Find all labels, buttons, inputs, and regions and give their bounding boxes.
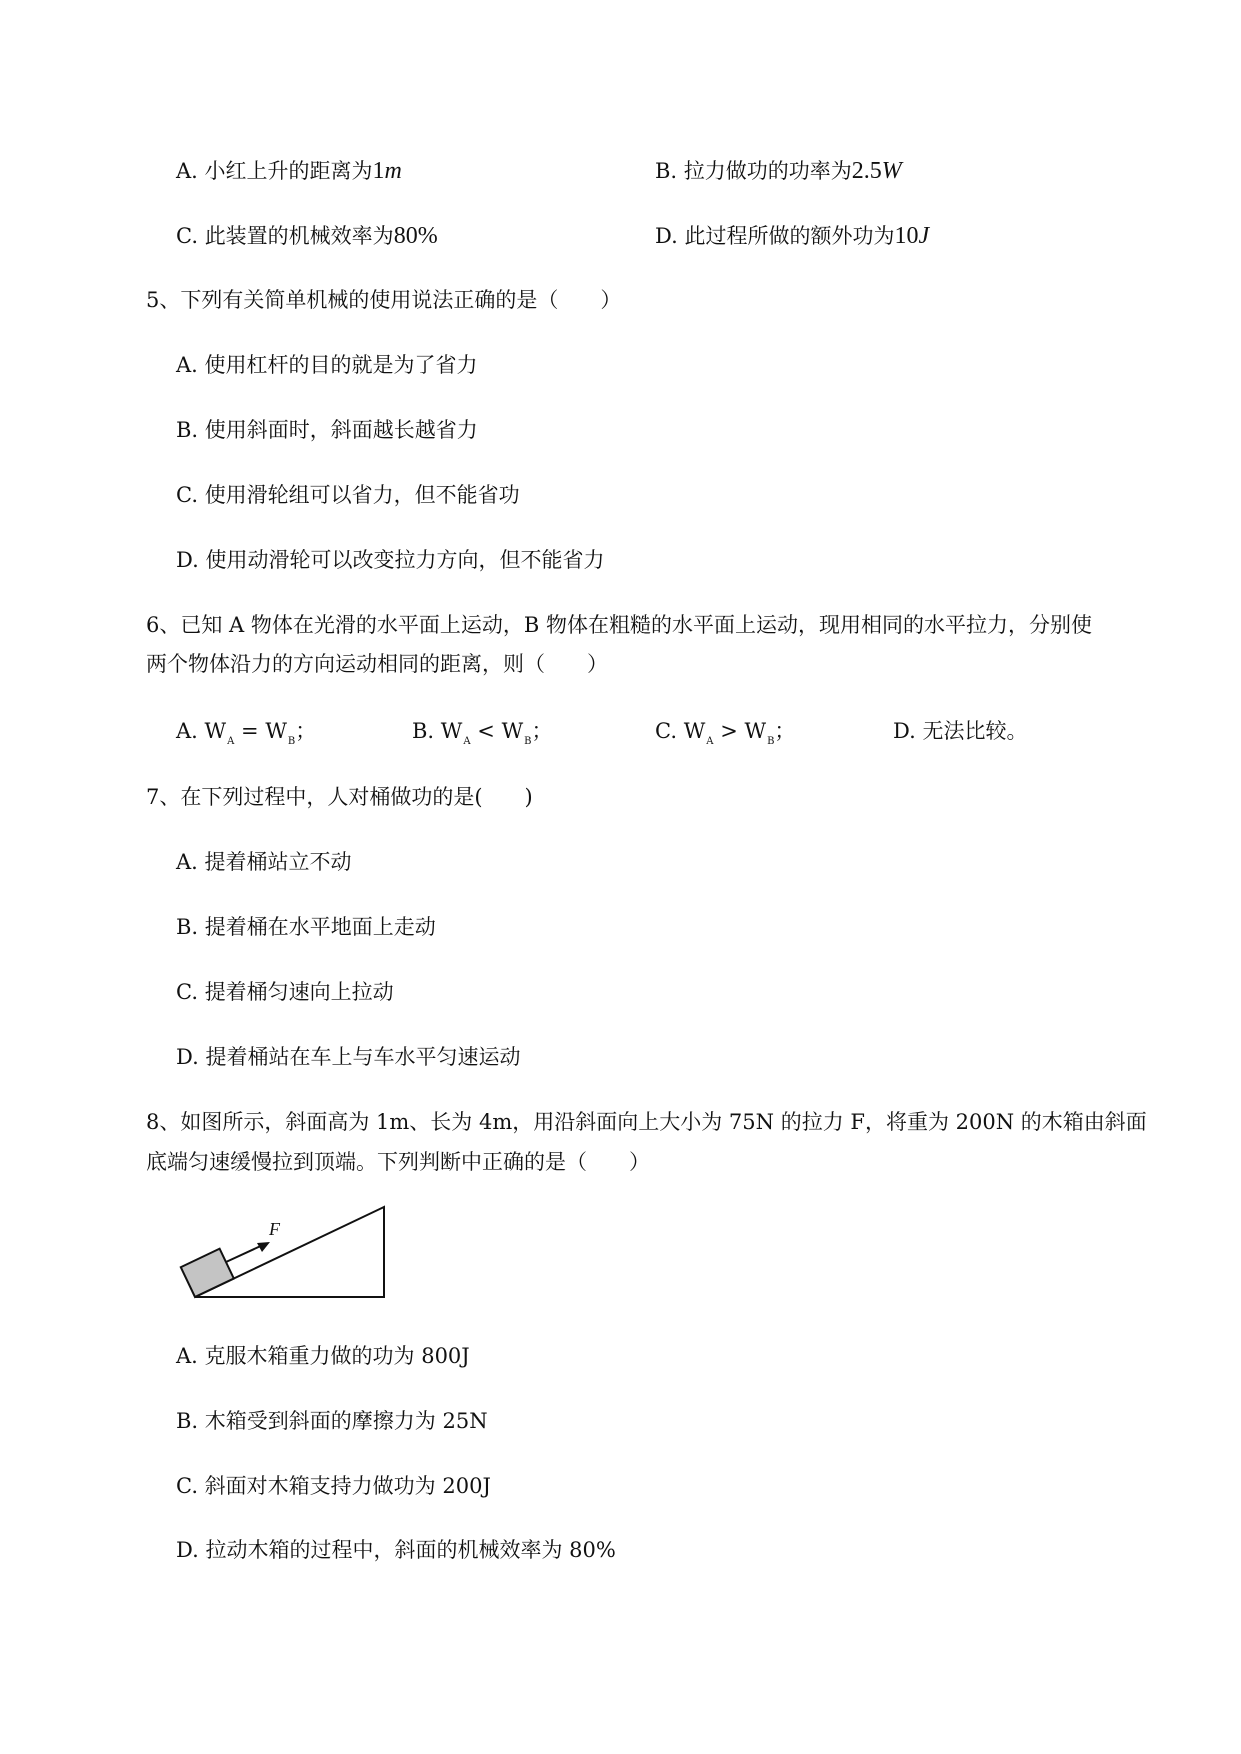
operator: = (234, 719, 266, 743)
q5-option-c[interactable] (176, 481, 520, 509)
option-letter: B. (176, 418, 199, 442)
punctuation: ； (531, 719, 553, 743)
subscript-a: A (706, 736, 714, 747)
q6-option-a[interactable] (176, 717, 316, 750)
question-7-stem: 7、在下列过程中，人对桶做功的是( ) (146, 785, 533, 809)
option-text: 此装置的机械效率为 (204, 224, 394, 248)
prev-option-c[interactable] (176, 222, 438, 250)
subscript-a: A (463, 736, 471, 747)
option-unit: J (918, 223, 930, 249)
option-letter: C. (176, 483, 198, 507)
option-text: 拉力做功的功率为 (683, 159, 852, 183)
question-6-stem-line-1: 6、已知 A 物体在光滑的水平面上运动，B 物体在粗糙的水平面上运动，现用相同的水平拉力，分别使 (146, 613, 1092, 637)
option-letter: A. (176, 719, 198, 743)
option-value: 80% (393, 223, 438, 249)
q5-option-d[interactable] (176, 546, 604, 574)
question-5-stem: 5、下列有关简单机械的使用说法正确的是（ ） (146, 288, 622, 312)
punctuation: ； (774, 719, 796, 743)
option-letter: B. (176, 915, 199, 939)
q8-option-a[interactable] (176, 1342, 470, 1370)
work-symbol: W (501, 719, 524, 743)
option-text: 提着桶站在车上与车水平匀速运动 (205, 1045, 521, 1069)
work-symbol: W (265, 719, 287, 743)
operator: > (713, 719, 745, 743)
work-symbol: W (744, 719, 767, 743)
q7-option-b[interactable] (176, 913, 436, 941)
q8-option-c[interactable] (176, 1472, 491, 1500)
inclined-plane-diagram (170, 1205, 400, 1309)
option-value: 10 (894, 223, 919, 249)
q7-option-d[interactable] (176, 1043, 520, 1071)
q6-option-c[interactable] (655, 717, 795, 750)
option-letter: D. (176, 1538, 199, 1562)
option-letter: C. (176, 224, 198, 248)
option-text: 提着桶匀速向上拉动 (204, 980, 394, 1004)
prev-option-d[interactable] (655, 222, 929, 250)
subscript-b: B (767, 736, 775, 747)
work-symbol: W (440, 719, 463, 743)
option-letter: D. (893, 719, 916, 743)
question-6-stem-line-2: 两个物体沿力的方向运动相同的距离，则（ ） (146, 652, 608, 676)
q8-option-b[interactable] (176, 1407, 488, 1435)
option-letter: A. (176, 353, 198, 377)
option-unit: W (881, 158, 902, 184)
q5-option-b[interactable] (176, 416, 478, 444)
force-label: F (269, 1219, 280, 1239)
subscript-b: B (287, 736, 296, 747)
option-text: 使用斜面时，斜面越长越省力 (204, 418, 478, 442)
option-letter: C. (655, 719, 677, 743)
wooden-box (181, 1249, 234, 1297)
question-8-stem-line-2: 底端匀速缓慢拉到顶端。下列判断中正确的是（ ） (146, 1150, 650, 1174)
option-text: 提着桶站立不动 (204, 850, 352, 874)
option-text: 使用杠杆的目的就是为了省力 (204, 353, 478, 377)
prev-option-a[interactable] (176, 157, 402, 185)
prev-option-b[interactable] (655, 157, 902, 185)
option-text: 拉动木箱的过程中，斜面的机械效率为 80% (205, 1538, 616, 1562)
option-text: 斜面对木箱支持力做功为 200J (204, 1474, 491, 1498)
option-value: 1 (372, 158, 385, 184)
punctuation: ； (295, 719, 317, 743)
option-text: 此过程所做的额外功为 (684, 224, 895, 248)
q5-option-a[interactable] (176, 351, 478, 379)
option-letter: D. (176, 548, 199, 572)
operator: < (470, 719, 502, 743)
option-text: 使用动滑轮可以改变拉力方向，但不能省力 (205, 548, 605, 572)
q7-option-a[interactable] (176, 848, 352, 876)
option-letter: D. (655, 224, 678, 248)
option-letter: B. (176, 1409, 199, 1433)
option-letter: C. (176, 980, 198, 1004)
option-unit: m (384, 158, 402, 184)
q6-option-d[interactable] (893, 717, 1027, 745)
q7-option-c[interactable] (176, 978, 394, 1006)
question-8-stem-line-1: 8、如图所示，斜面高为 1m、长为 4m，用沿斜面向上大小为 75N 的拉力 F，将重为 200N 的木箱由斜面 (146, 1110, 1147, 1134)
option-letter: B. (412, 719, 435, 743)
option-letter: A. (176, 159, 198, 183)
option-text: 克服木箱重力做的功为 800J (204, 1344, 470, 1368)
option-text: 提着桶在水平地面上走动 (204, 915, 436, 939)
subscript-b: B (524, 736, 532, 747)
work-symbol: W (204, 719, 227, 743)
subscript-a: A (227, 736, 235, 747)
option-letter: A. (176, 1344, 198, 1368)
option-value: 2.5 (851, 158, 882, 184)
option-letter: C. (176, 1474, 198, 1498)
option-letter: B. (655, 159, 678, 183)
work-symbol: W (683, 719, 706, 743)
q6-option-b[interactable] (412, 717, 553, 750)
option-text: 使用滑轮组可以省力，但不能省功 (204, 483, 520, 507)
option-text: 小红上升的距离为 (204, 159, 373, 183)
option-letter: A. (176, 850, 198, 874)
option-text: 无法比较。 (922, 719, 1028, 743)
q8-option-d[interactable] (176, 1536, 616, 1564)
option-letter: D. (176, 1045, 199, 1069)
option-text: 木箱受到斜面的摩擦力为 25N (204, 1409, 488, 1433)
